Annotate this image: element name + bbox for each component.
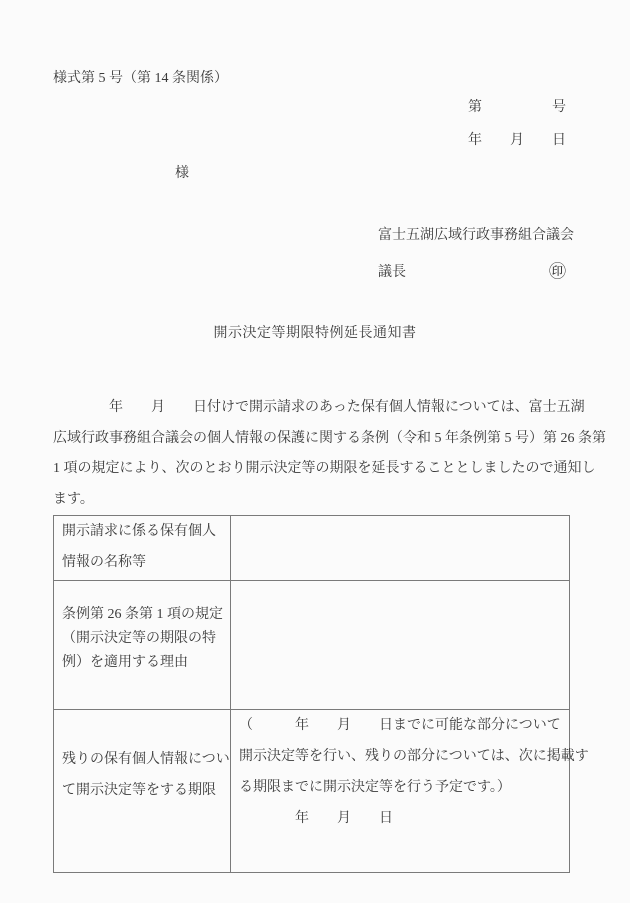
addressee-honorific: 様 [175, 166, 189, 181]
table-row [54, 581, 570, 710]
form-number-label: 様式第 5 号（第 14 条関係） [53, 71, 228, 86]
value-line: 年 月 日 [239, 811, 393, 826]
body-paragraph [53, 393, 606, 515]
body-line: ます。 [53, 491, 94, 507]
table-value-cell [231, 516, 570, 581]
label-line: 情報の名称等 [62, 555, 146, 570]
chairperson-label: 議長 [378, 265, 406, 280]
table-value-cell [231, 710, 589, 873]
organization-name: 富士五湖広域行政事務組合議会 [378, 228, 574, 243]
notice-table [53, 515, 589, 873]
document-title: 開示決定等期限特例延長通知書 [213, 326, 417, 341]
table-label-cell [54, 516, 231, 581]
label-line: 開示請求に係る保有個人 [62, 524, 216, 539]
table-row [54, 710, 570, 873]
value-line: る期限までに開示決定等を行う予定です。） [239, 780, 511, 795]
table-value-cell [231, 581, 570, 710]
document-date-line: 年 月 日 [468, 133, 566, 148]
label-line: （開示決定等の期限の特 [62, 631, 216, 646]
table-row [54, 516, 570, 581]
value-line: （ 年 月 日までに可能な部分について [239, 718, 561, 733]
seal-mark-icon: ㊞ [549, 262, 566, 281]
table-label-cell [54, 581, 231, 710]
label-line: 残りの保有個人情報につい [62, 752, 230, 767]
table-label-cell [54, 710, 231, 873]
body-line: 年 月 日付けで開示請求のあった保有個人情報については、富士五湖 [53, 400, 585, 415]
label-line: 例）を適用する理由 [62, 655, 188, 670]
value-line: 開示決定等を行い、残りの部分については、次に掲載す [239, 749, 589, 764]
body-line: 広域行政事務組合議会の個人情報の保護に関する条例（令和 5 年条例第 5 号）第 26 条第 [53, 430, 606, 446]
document-number-line: 第 号 [468, 100, 566, 115]
label-line: 条例第 26 条第 1 項の規定 [62, 607, 223, 622]
label-line: て開示決定等をする期限 [62, 783, 216, 798]
body-line: 1 項の規定により、次のとおり開示決定等の期限を延長することとしましたので通知し [53, 461, 596, 476]
